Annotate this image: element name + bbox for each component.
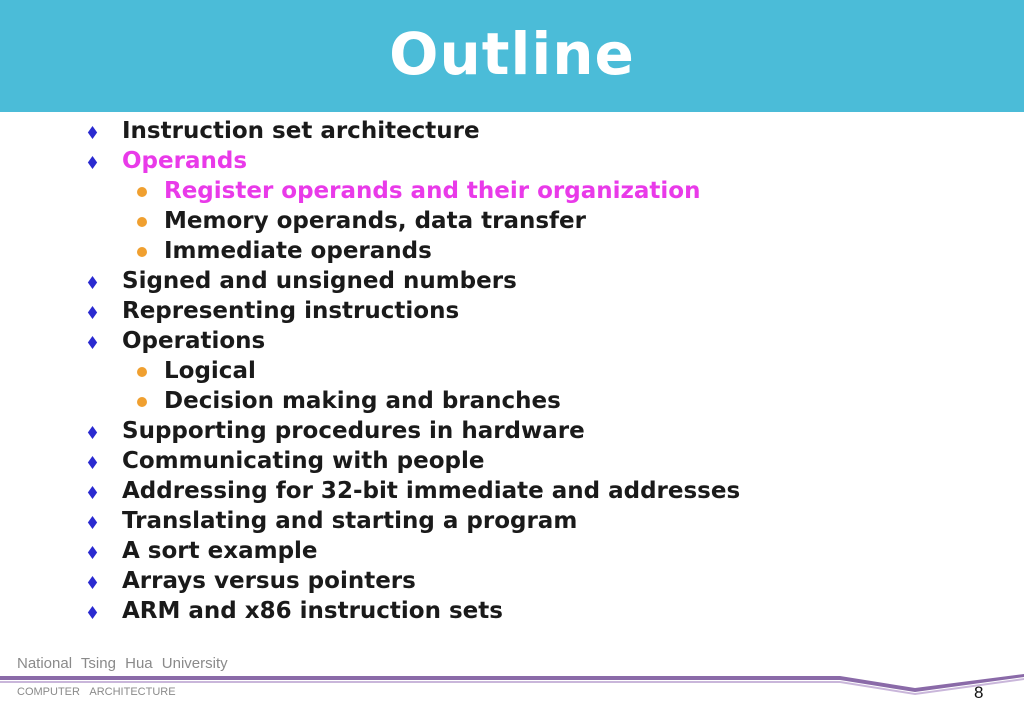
list-item-text: Supporting procedures in hardware (122, 418, 585, 444)
diamond-bullet-icon (86, 306, 99, 319)
list-item-text: Immediate operands (164, 238, 432, 264)
diamond-bullet-icon (86, 126, 99, 139)
dot-bullet-icon (137, 367, 147, 377)
sub-list-item (0, 356, 1024, 386)
diamond-bullet-icon (86, 156, 99, 169)
list-item (0, 596, 1024, 626)
title-banner (0, 0, 1024, 112)
list-item-text: Logical (164, 358, 256, 384)
diamond-bullet-icon (86, 606, 99, 619)
dot-bullet-icon (137, 217, 147, 227)
list-item (0, 476, 1024, 506)
diamond-bullet-icon (86, 336, 99, 349)
list-item-text: Addressing for 32-bit immediate and addresses (122, 478, 741, 504)
diamond-bullet-icon (86, 516, 99, 529)
list-item-text: Representing instructions (122, 298, 460, 324)
list-item-text: Decision making and branches (164, 388, 561, 414)
footer-institution: National Tsing Hua University (17, 655, 228, 672)
sub-list-item (0, 176, 1024, 206)
list-item (0, 566, 1024, 596)
sub-list-item (0, 236, 1024, 266)
dot-bullet-icon (137, 247, 147, 257)
list-item-text: Translating and starting a program (122, 508, 578, 534)
diamond-bullet-icon (86, 456, 99, 469)
diamond-bullet-icon (86, 546, 99, 559)
page-number: 8 (974, 683, 984, 702)
list-item-text: Register operands and their organization (164, 178, 701, 204)
sub-list-item (0, 206, 1024, 236)
outline-list (0, 116, 1024, 626)
diamond-bullet-icon (86, 426, 99, 439)
list-item-text: Operations (122, 328, 266, 354)
footer-course: COMPUTER ARCHITECTURE (17, 686, 176, 698)
list-item (0, 416, 1024, 446)
list-item (0, 536, 1024, 566)
list-item (0, 266, 1024, 296)
list-item-text: Operands (122, 148, 248, 174)
sub-list-item (0, 386, 1024, 416)
list-item-text: ARM and x86 instruction sets (122, 598, 503, 624)
list-item-text: Arrays versus pointers (122, 568, 416, 594)
list-item (0, 446, 1024, 476)
list-item (0, 326, 1024, 356)
list-item-text: Memory operands, data transfer (164, 208, 586, 234)
diamond-bullet-icon (86, 576, 99, 589)
dot-bullet-icon (137, 187, 147, 197)
list-item (0, 116, 1024, 146)
dot-bullet-icon (137, 397, 147, 407)
diamond-bullet-icon (86, 276, 99, 289)
list-item-text: A sort example (122, 538, 318, 564)
list-item-text: Communicating with people (122, 448, 485, 474)
list-item (0, 296, 1024, 326)
list-item (0, 506, 1024, 536)
list-item-text: Instruction set architecture (122, 118, 480, 144)
list-item-text: Signed and unsigned numbers (122, 268, 517, 294)
diamond-bullet-icon (86, 486, 99, 499)
list-item (0, 146, 1024, 176)
slide-title: Outline (389, 20, 635, 88)
